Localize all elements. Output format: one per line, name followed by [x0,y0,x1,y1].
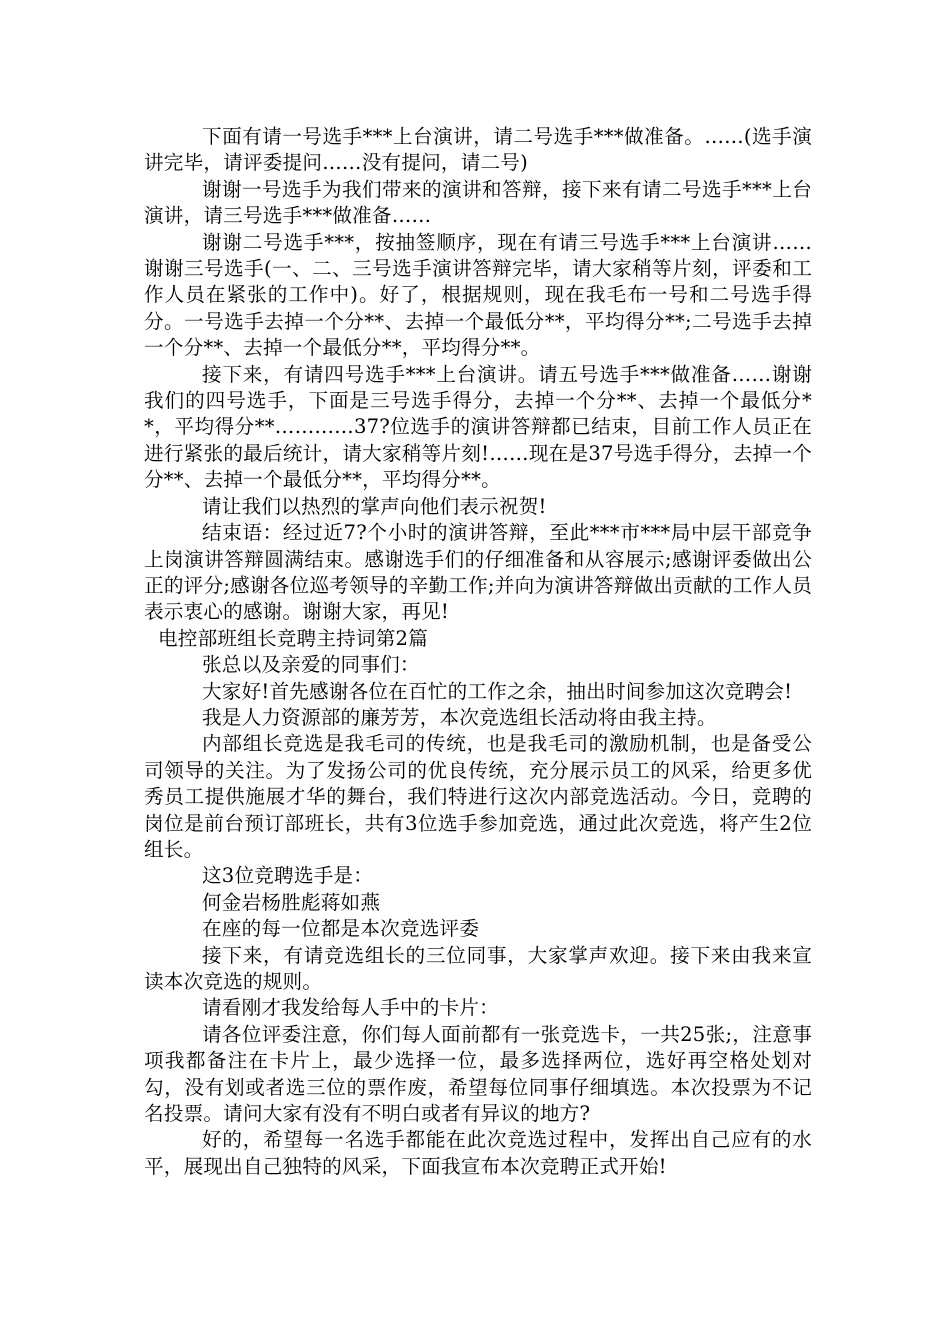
closing-remarks: 结束语：经过近7?个小时的演讲答辩，至此***市***局中层干部竞争上岗演讲答辩圆满结束。感谢选手们的仔细准备和从容展示;感谢评委做出公正的评分;感谢各位巡考领导的辛勤工作;并向为演讲答辩做出贡献的工作人员表示衷心的感谢。谢谢大家，再见! [144,521,812,624]
paragraph-rules: 请各位评委注意，你们每人面前都有一张竞选卡，一共25张;，注意事项我都备注在卡片上，最少选择一位，最多选择两位，选好再空格处划对勾，没有划或者选三位的票作废，希望每位同事仔细填选。本次投票为不记名投票。请问大家有没有不明白或者有异议的地方? [144,1022,812,1126]
paragraph-1: 下面有请一号选手***上台演讲，请二号选手***做准备。……(选手演讲完毕，请评委提问……没有提问，请二号) [144,125,812,175]
section-heading: 电控部班组长竞聘主持词第2篇 [158,626,428,650]
paragraph-3: 谢谢二号选手***，按抽签顺序，现在有请三号选手***上台演讲……谢谢三号选手(一、二、三号选手演讲答辩完毕，请大家稍等片刻，评委和工作人员在紧张的工作中)。好了，根据规则，现在我毛布一号和二号选手得分。一号选手去掉一个分**、去掉一个最低分**，平均得分**;二号选手去掉一个分**、去掉一个最低分**，平均得分**。 [144,230,812,360]
paragraph-welcome: 接下来，有请竞选组长的三位同事，大家掌声欢迎。接下来由我来宣读本次竞选的规则。 [144,943,812,993]
paragraph-cards: 请看刚才我发给每人手中的卡片： [202,996,499,1020]
paragraph-judges: 在座的每一位都是本次竞选评委 [202,917,480,941]
paragraph-start: 好的，希望每一名选手都能在此次竞选过程中，发挥出自己应有的水平，展现出自己独特的风采，下面我宣布本次竞聘正式开始! [144,1128,812,1178]
paragraph-greeting: 大家好!首先感谢各位在百忙的工作之余，抽出时间参加这次竞聘会! [202,679,793,703]
paragraph-4: 接下来，有请四号选手***上台演讲。请五号选手***做准备……谢谢我们的四号选手，下面是三号选手得分，去掉一个分**、去掉一个最低分**，平均得分**…………37?位选手的演讲答辩都已结束，目前工作人员正在进行紧张的最后统计，请大家稍等片刻!……现在是37号选手得分，去掉一个分**、去掉一个最低分**，平均得分**。 [144,362,812,492]
paragraph-2: 谢谢一号选手为我们带来的演讲和答辩，接下来有请二号选手***上台演讲，请三号选手***做准备…… [144,177,812,228]
paragraph-5: 请让我们以热烈的掌声向他们表示祝贺! [202,494,547,518]
paragraph-candidate-names: 何金岩杨胜彪蒋如燕 [202,890,381,914]
document-body [144,124,812,1180]
salutation: 张总以及亲爱的同事们： [202,653,420,677]
paragraph-host-intro: 我是人力资源部的廉芳芳，本次竞选组长活动将由我主持。 [202,705,717,729]
paragraph-background: 内部组长竞选是我毛司的传统，也是我毛司的激励机制，也是备受公司领导的关注。为了发扬公司的优良传统，充分展示员工的风采，给更多优秀员工提供施展才华的舞台，我们特进行这次内部竞选活动。今日，竞聘的岗位是前台预订部班长，共有3位选手参加竞选，通过此次竞选，将产生2位组长。 [144,732,812,861]
paragraph-candidates-intro: 这3位竞聘选手是： [202,864,374,888]
